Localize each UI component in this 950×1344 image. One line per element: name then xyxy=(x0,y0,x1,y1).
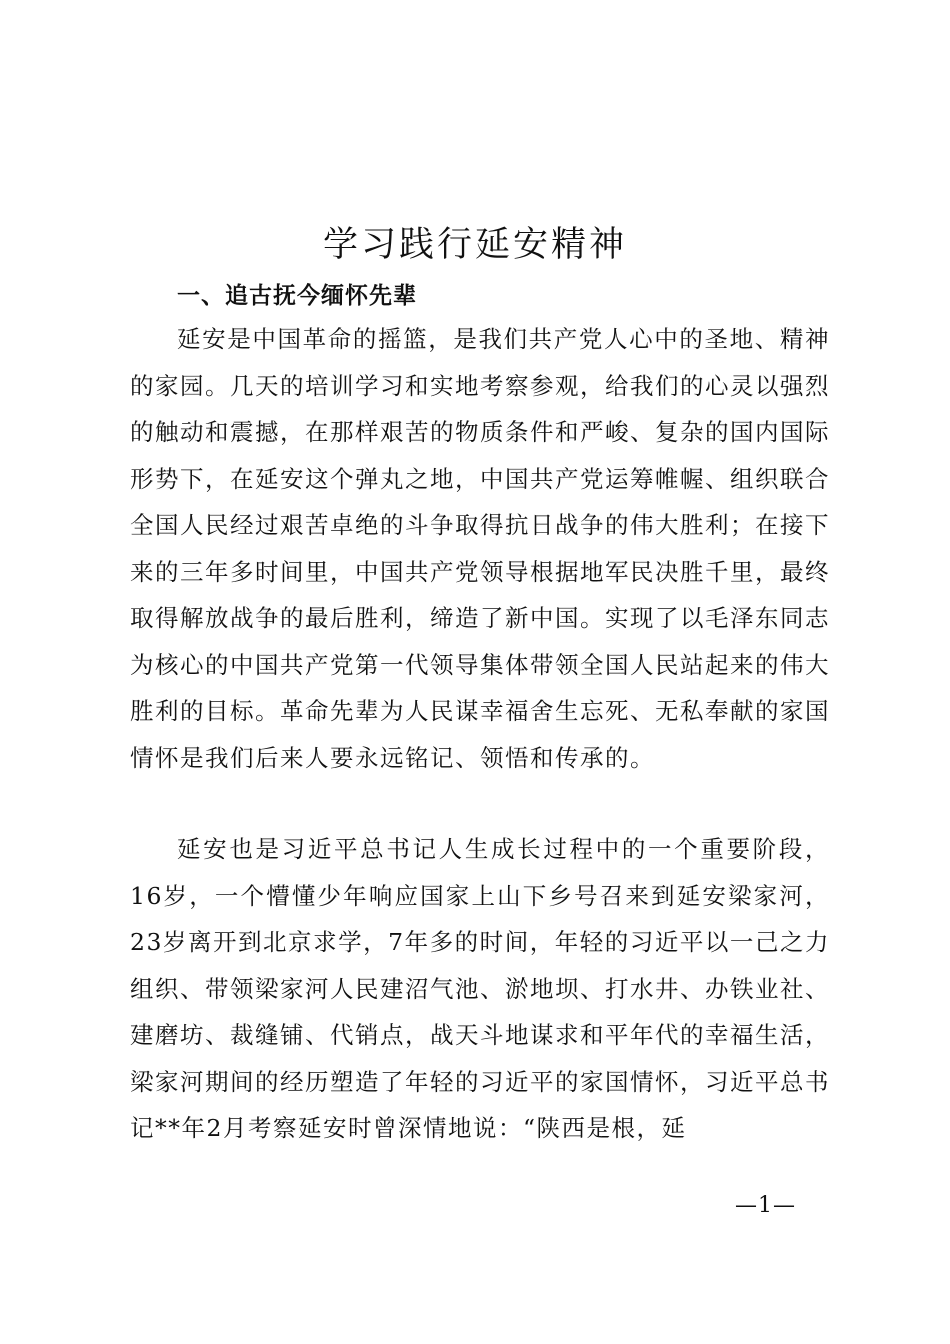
section-heading: 一、追古抚今缅怀先辈 xyxy=(177,283,417,309)
body-paragraph-1: 延安是中国革命的摇篮，是我们共产党人心中的圣地、精神的家园。几天的培训学习和实地考察参观，给我们的心灵以强烈的触动和震撼，在那样艰苦的物质条件和严峻、复杂的国内国际形势下，在延安这个弹丸之地，中国共产党运筹帷幄、组织联合全国人民经过艰苦卓绝的斗争取得抗日战争的伟大胜利；在接下来的三年多时间里，中国共产党领导根据地军民决胜千里，最终取得解放战争的最后胜利，缔造了新中国。实现了以毛泽东同志为核心的中国共产党第一代领导集体带领全国人民站起来的伟大胜利的目标。革命先辈为人民谋幸福舍生忘死、无私奉献的家国情怀是我们后来人要永远铭记、领悟和传承的。 xyxy=(130,325,830,772)
page-number: —1— xyxy=(735,1193,796,1218)
body-paragraph-2: 延安也是习近平总书记人生成长过程中的一个重要阶段，16岁，一个懵懂少年响应国家上山下乡号召来到延安梁家河，23岁离开到北京求学，7年多的时间，年轻的习近平以一己之力组织、带领梁家河人民建沼气池、淤地坝、打水井、办铁业社、建磨坊、裁缝铺、代销点，战天斗地谋求和平年代的幸福生活，梁家河期间的经历塑造了年轻的习近平的家国情怀，习近平总书记**年2月考察延安时曾深情地说：“陕西是根，延 xyxy=(130,835,830,1142)
document-title: 学习践行延安精神 xyxy=(322,225,627,265)
